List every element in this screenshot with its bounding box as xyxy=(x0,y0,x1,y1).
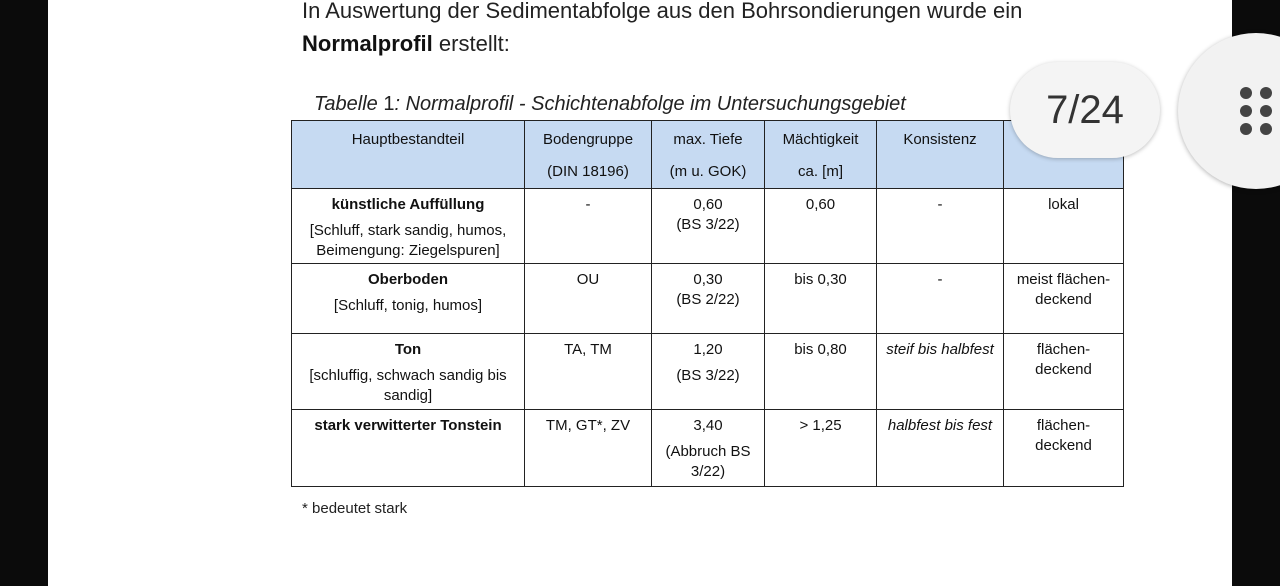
header-maechtigkeit: Mächtigkeit ca. [m] xyxy=(765,121,877,189)
intro-line1: In Auswertung der Sedimentabfolge aus den Bohrsondierungen wurde ein xyxy=(302,0,1023,23)
cell-bodengruppe: TA, TM xyxy=(525,334,652,410)
grid-dot xyxy=(1260,105,1272,117)
cell-hauptbestandteil: Oberboden [Schluff, tonig, humos] xyxy=(292,264,525,334)
table-row xyxy=(292,264,1124,334)
grid-dot xyxy=(1240,123,1252,135)
page-indicator[interactable] xyxy=(1010,62,1160,158)
cell-konsistenz: - xyxy=(877,189,1004,264)
cell-maechtigkeit: > 1,25 xyxy=(765,410,877,487)
grid-dot xyxy=(1240,105,1252,117)
cell-hauptbestandteil: künstliche Auffüllung [Schluff, stark sandig, humos, Beimengung: Ziegelspuren] xyxy=(292,189,525,264)
caption-text: : Normalprofil - Schichtenabfolge im Untersuchungsgebiet xyxy=(394,93,906,115)
cell-konsistenz: steif bis halbfest xyxy=(877,334,1004,410)
header-bodengruppe: Bodengruppe (DIN 18196) xyxy=(525,121,652,189)
cell-maechtigkeit: 0,60 xyxy=(765,189,877,264)
cell-konsistenz: - xyxy=(877,264,1004,334)
cell-max-tiefe: 3,40 (Abbruch BS 3/22) xyxy=(652,410,765,487)
cell-verbreitung: lokal xyxy=(1004,189,1124,264)
grid-dots-icon xyxy=(1240,87,1280,137)
grid-dot xyxy=(1260,123,1272,135)
table-footnote: * bedeutet stark xyxy=(302,500,408,517)
cell-verbreitung: flächen-deckend xyxy=(1004,334,1124,410)
header-max-tiefe: max. Tiefe (m u. GOK) xyxy=(652,121,765,189)
table-row xyxy=(292,189,1124,264)
grid-dot xyxy=(1240,87,1252,99)
caption-prefix: Tabelle xyxy=(314,93,384,115)
cell-verbreitung: flächen-deckend xyxy=(1004,410,1124,487)
cell-bodengruppe: - xyxy=(525,189,652,264)
cell-hauptbestandteil: stark verwitterter Tonstein xyxy=(292,410,525,487)
header-hauptbestandteil: Hauptbestandteil xyxy=(292,121,525,189)
normalprofil-table xyxy=(291,120,1124,487)
caption-number: 1 xyxy=(383,93,395,115)
grid-dot xyxy=(1260,87,1272,99)
cell-verbreitung: meist flächen-deckend xyxy=(1004,264,1124,334)
page-indicator-text: 7/24 xyxy=(1046,87,1124,132)
cell-max-tiefe: 0,30 (BS 2/22) xyxy=(652,264,765,334)
header-konsistenz: Konsistenz xyxy=(877,121,1004,189)
cell-max-tiefe: 0,60 (BS 3/22) xyxy=(652,189,765,264)
intro-paragraph xyxy=(302,0,1122,60)
intro-rest: erstellt: xyxy=(432,31,510,56)
cell-konsistenz: halbfest bis fest xyxy=(877,410,1004,487)
cell-bodengruppe: OU xyxy=(525,264,652,334)
cell-bodengruppe: TM, GT*, ZV xyxy=(525,410,652,487)
table-row xyxy=(292,410,1124,487)
cell-maechtigkeit: bis 0,80 xyxy=(765,334,877,410)
intro-bold-term: Normalprofil xyxy=(302,31,433,56)
table-row xyxy=(292,334,1124,410)
table-header-row xyxy=(292,121,1124,189)
cell-max-tiefe: 1,20 (BS 3/22) xyxy=(652,334,765,410)
cell-hauptbestandteil: Ton [schluffig, schwach sandig bis sandig] xyxy=(292,334,525,410)
table-caption xyxy=(314,93,906,116)
cell-maechtigkeit: bis 0,30 xyxy=(765,264,877,334)
